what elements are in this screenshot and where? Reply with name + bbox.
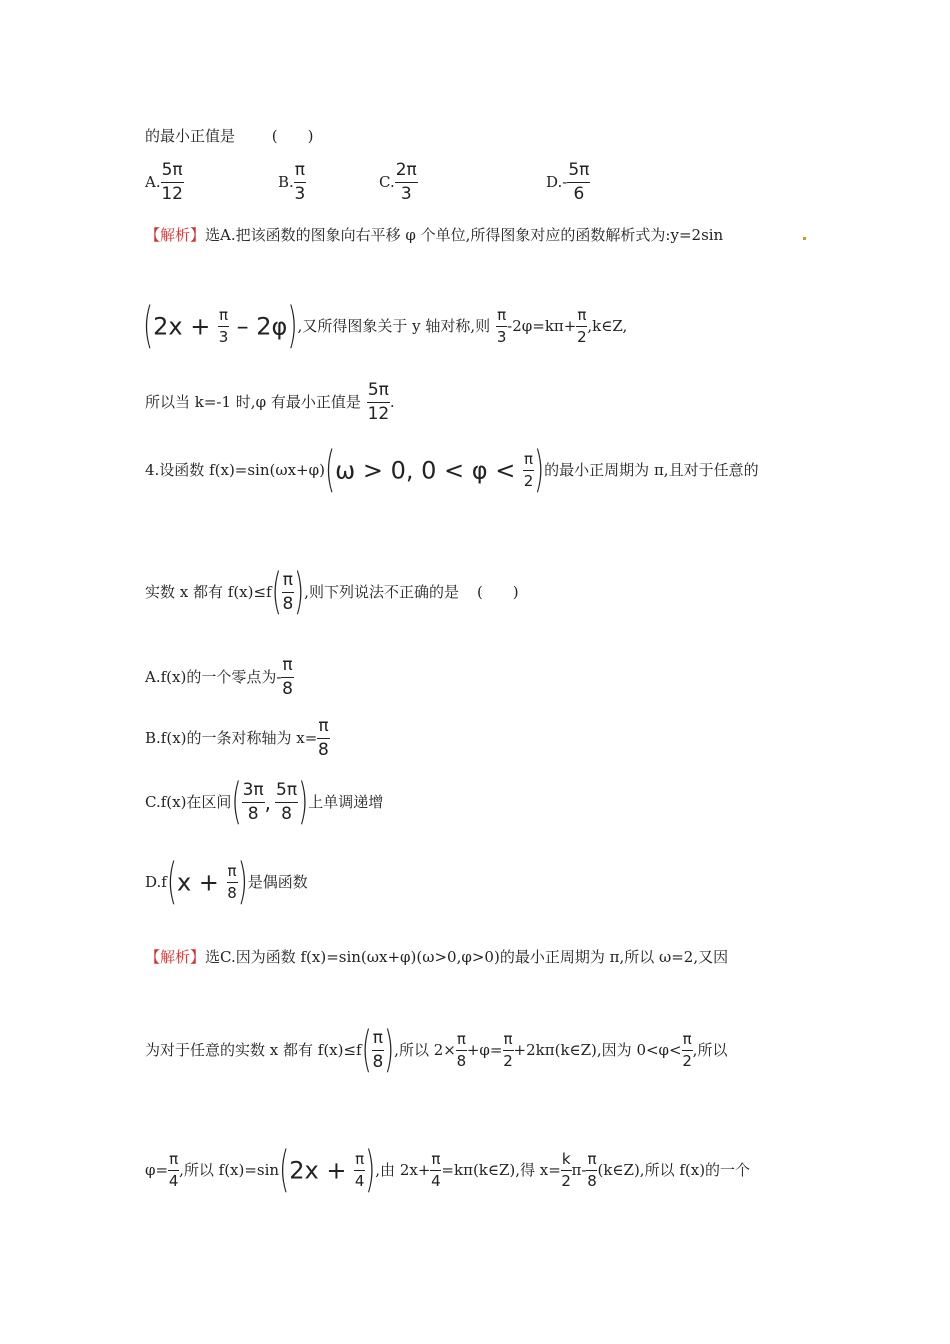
solution-text: . <box>389 393 395 411</box>
solution-text: +φ= <box>466 1041 503 1059</box>
numerator: π <box>682 1032 693 1051</box>
q3-solution-line1 <box>145 228 723 243</box>
numerator: π <box>218 308 229 327</box>
q4-blank: ( ) <box>476 583 519 601</box>
option-text: C.f(x)在区间 <box>145 793 232 811</box>
numerator: π <box>281 657 293 678</box>
denominator: 12 <box>161 184 183 204</box>
solution-text: =kπ(k∈Z),得 x= <box>441 1161 561 1179</box>
fraction <box>503 1032 514 1069</box>
solution-text: 选C.因为函数 f(x)=sin(ωx+φ)(ω>0,φ>0)的最小正周期为 π,所以 ω=2,又因 <box>205 948 729 966</box>
solution-text: φ= <box>145 1161 169 1179</box>
q3-solution-line3 <box>145 382 395 423</box>
fraction <box>372 1030 384 1071</box>
q4-stem-line1 <box>145 442 759 499</box>
q4-option-a <box>145 657 294 698</box>
fraction <box>218 308 229 345</box>
solution-text: 为对于任意的实数 x 都有 f(x)≤f <box>145 1041 362 1059</box>
right-paren: ) <box>365 1142 376 1199</box>
left-paren: ( <box>279 1142 290 1199</box>
denominator: 8 <box>247 804 259 824</box>
solution-text: 选A.把该函数的图象向右平移 φ 个单位,所得图象对应的函数解析式为:y=2sin <box>205 226 724 244</box>
denominator: 4 <box>168 1172 179 1190</box>
q3-stem-tail <box>145 129 314 144</box>
left-paren: ( <box>143 298 154 355</box>
fraction <box>367 382 390 423</box>
solution-text: ,所以 f(x)=sin <box>179 1161 280 1179</box>
fraction <box>317 718 329 759</box>
fraction <box>496 308 507 345</box>
numerator: π <box>430 1152 441 1171</box>
stem-text: ,则下列说法不正确的是 <box>304 583 459 601</box>
left-paren: ( <box>325 442 336 499</box>
solution-text: (k∈Z),所以 f(x)的一个 <box>597 1161 751 1179</box>
expression: 2x + <box>153 312 218 341</box>
numerator: π <box>372 1030 384 1051</box>
denominator: 8 <box>281 804 292 824</box>
numerator: π <box>456 1032 467 1051</box>
q3-option-a <box>145 162 184 203</box>
q4-option-b <box>145 718 330 759</box>
q4-option-d <box>145 854 308 911</box>
minus-sign: - <box>562 173 568 191</box>
q4-solution-line2 <box>145 1022 728 1079</box>
numerator: π <box>503 1032 514 1051</box>
option-text: 上单调递增 <box>308 793 384 811</box>
numerator: π <box>294 162 306 183</box>
numerator: 3π <box>242 782 265 803</box>
numerator: π <box>523 452 534 471</box>
denominator: 8 <box>372 1052 384 1072</box>
fraction <box>161 162 184 203</box>
denominator: 8 <box>282 594 294 614</box>
option-text: B.f(x)的一条对称轴为 x= <box>145 729 318 747</box>
fraction <box>430 1152 441 1189</box>
solution-text: ,所以 2× <box>394 1041 456 1059</box>
left-paren: ( <box>271 564 282 621</box>
right-paren: ) <box>294 564 305 621</box>
denominator: 8 <box>227 884 237 902</box>
stem-text: 的最小正周期为 π,且对于任意的 <box>544 461 759 479</box>
fraction <box>168 1152 179 1189</box>
q3-blank: ( ) <box>271 127 314 145</box>
fraction <box>227 864 238 901</box>
numerator: 5π <box>367 382 390 403</box>
denominator: 2 <box>503 1052 513 1070</box>
option-text: 是偶函数 <box>247 873 308 891</box>
denominator: 8 <box>587 1172 597 1190</box>
solution-text: 所以当 k=-1 时,φ 有最小正值是 <box>145 393 361 411</box>
marker-dot <box>803 237 806 240</box>
fraction <box>567 162 590 203</box>
q3-option-c <box>379 162 418 203</box>
solution-text: ,k∈Z, <box>587 317 628 335</box>
option-label: D. <box>546 173 563 191</box>
option-text: D.f <box>145 873 167 891</box>
stem-text: 实数 x 都有 f(x)≤f <box>145 583 272 601</box>
left-paren: ( <box>166 854 177 911</box>
denominator: 2 <box>577 328 587 346</box>
denominator: 8 <box>456 1052 467 1070</box>
fraction <box>282 572 294 613</box>
numerator: π <box>317 718 329 739</box>
right-paren: ) <box>384 1022 395 1079</box>
numerator: π <box>496 308 507 327</box>
denominator: 6 <box>573 184 585 204</box>
q3-stem-text: 的最小正值是 <box>145 127 236 145</box>
numerator: 5π <box>161 162 184 183</box>
denominator: 3 <box>294 184 306 204</box>
fraction <box>294 162 306 203</box>
right-paren: ) <box>298 774 309 831</box>
right-paren: ) <box>534 442 545 499</box>
denominator: 8 <box>282 679 293 699</box>
denominator: 12 <box>367 404 390 424</box>
fraction <box>242 782 265 823</box>
denominator: 2 <box>682 1052 692 1070</box>
numerator: π <box>282 572 294 593</box>
option-label: B. <box>278 173 294 191</box>
option-label: A. <box>145 173 161 191</box>
solution-text: π- <box>571 1161 587 1179</box>
right-paren: ) <box>287 298 298 355</box>
denominator: 4 <box>431 1172 441 1190</box>
numerator: 5π <box>275 782 298 803</box>
numerator: 5π <box>567 162 590 183</box>
fraction <box>281 657 293 698</box>
numerator: π <box>586 1152 597 1171</box>
separator: , <box>264 790 272 815</box>
denominator: 8 <box>318 740 329 760</box>
stem-text: 4.设函数 f(x)=sin(ωx+φ) <box>145 461 325 479</box>
solution-tag: 【解析】 <box>145 226 206 244</box>
numerator: π <box>354 1152 365 1171</box>
denominator: 4 <box>354 1172 365 1190</box>
solution-tag: 【解析】 <box>145 948 206 966</box>
q3-solution-line2 <box>143 298 628 355</box>
fraction <box>275 782 298 823</box>
denominator: 2 <box>523 472 534 490</box>
expression: 2x + <box>289 1156 355 1185</box>
numerator: π <box>576 308 587 327</box>
left-paren: ( <box>231 774 242 831</box>
fraction <box>456 1032 467 1069</box>
fraction <box>682 1032 693 1069</box>
fraction <box>395 162 418 203</box>
fraction <box>586 1152 597 1189</box>
denominator: 3 <box>496 328 507 346</box>
denominator: 3 <box>400 184 412 204</box>
fraction <box>561 1152 572 1189</box>
solution-text: +2kπ(k∈Z),因为 0<φ< <box>513 1041 682 1059</box>
denominator: 3 <box>218 328 229 346</box>
denominator: 2 <box>561 1172 571 1190</box>
left-paren: ( <box>361 1022 372 1079</box>
numerator: π <box>168 1152 179 1171</box>
q3-option-d <box>546 162 590 203</box>
q4-solution-line3 <box>145 1142 751 1199</box>
expression: – 2φ <box>229 312 288 341</box>
fraction <box>354 1152 365 1189</box>
solution-text: ,由 2x+ <box>375 1161 431 1179</box>
q4-stem-line2 <box>145 564 519 621</box>
q4-solution-line1 <box>145 950 728 965</box>
numerator: π <box>227 864 238 883</box>
numerator: 2π <box>395 162 418 183</box>
q3-option-b <box>278 162 306 203</box>
numerator: k <box>561 1152 572 1171</box>
solution-text: ,又所得图象关于 y 轴对称,则 <box>297 317 491 335</box>
q4-option-c <box>145 774 384 831</box>
expression: x + <box>176 868 227 897</box>
right-paren: ) <box>237 854 248 911</box>
expression: ω > 0, 0 < φ < <box>335 456 523 485</box>
fraction <box>576 308 587 345</box>
option-label: C. <box>379 173 395 191</box>
fraction <box>523 452 534 489</box>
solution-text: -2φ=kπ+ <box>507 317 577 335</box>
solution-text: ,所以 <box>692 1041 728 1059</box>
option-text: A.f(x)的一个零点为- <box>145 668 282 686</box>
